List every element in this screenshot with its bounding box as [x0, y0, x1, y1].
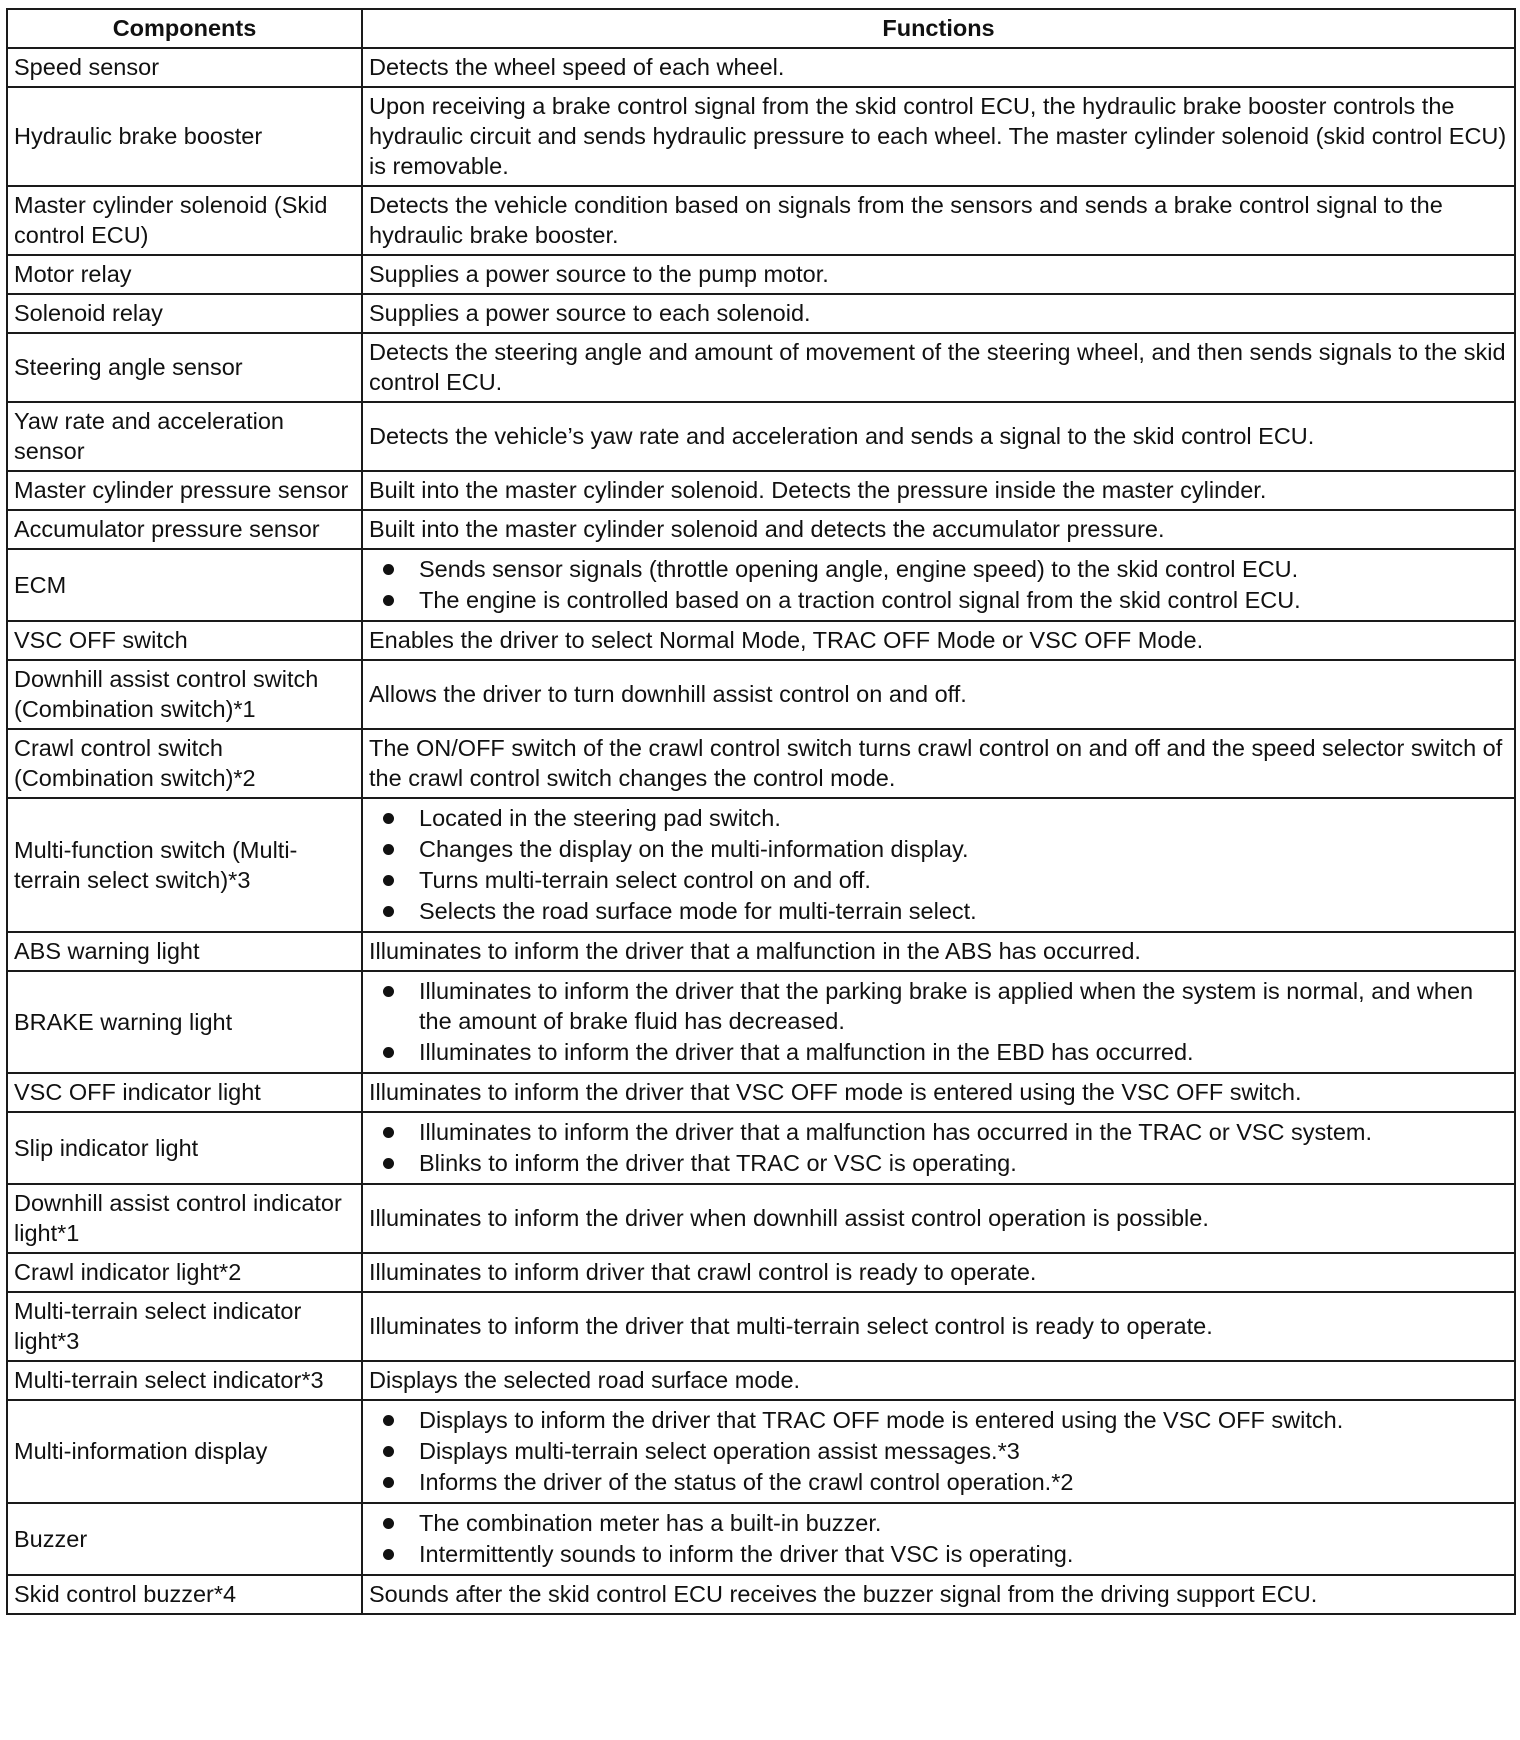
component-cell: Downhill assist control switch (Combination switch)*1	[7, 660, 362, 729]
function-bullet-item: Selects the road surface mode for multi-terrain select.	[369, 896, 1508, 926]
component-cell: Crawl control switch (Combination switch)*2	[7, 729, 362, 798]
component-cell: ABS warning light	[7, 932, 362, 971]
function-cell: Illuminates to inform the driver that multi-terrain select control is ready to operate.	[362, 1292, 1515, 1361]
component-cell: Hydraulic brake booster	[7, 87, 362, 186]
component-cell: Solenoid relay	[7, 294, 362, 333]
component-cell: Multi-information display	[7, 1400, 362, 1503]
function-bullet-item: Located in the steering pad switch.	[369, 803, 1508, 833]
function-cell: Illuminates to inform the driver that VSC OFF mode is entered using the VSC OFF switch.	[362, 1073, 1515, 1112]
function-cell: Displays the selected road surface mode.	[362, 1361, 1515, 1400]
function-bullet-item: Displays to inform the driver that TRAC OFF mode is entered using the VSC OFF switch.	[369, 1405, 1508, 1435]
function-cell: Detects the vehicle’s yaw rate and acceleration and sends a signal to the skid control ECU.	[362, 402, 1515, 471]
function-bullet-item: Sends sensor signals (throttle opening angle, engine speed) to the skid control ECU.	[369, 554, 1508, 584]
table-row	[7, 1292, 1515, 1361]
table-body	[7, 48, 1515, 1614]
table-row	[7, 798, 1515, 932]
component-cell: Master cylinder pressure sensor	[7, 471, 362, 510]
table-row	[7, 333, 1515, 402]
function-cell: Built into the master cylinder solenoid. Detects the pressure inside the master cylinder.	[362, 471, 1515, 510]
component-cell: Buzzer	[7, 1503, 362, 1575]
component-cell: Multi-terrain select indicator light*3	[7, 1292, 362, 1361]
component-cell: Downhill assist control indicator light*1	[7, 1184, 362, 1253]
component-cell: Multi-terrain select indicator*3	[7, 1361, 362, 1400]
table-row	[7, 1503, 1515, 1575]
function-cell: Sounds after the skid control ECU receives the buzzer signal from the driving support ECU.	[362, 1575, 1515, 1614]
table-row	[7, 471, 1515, 510]
function-bullet-item: Intermittently sounds to inform the driver that VSC is operating.	[369, 1539, 1508, 1569]
table-row	[7, 1184, 1515, 1253]
table-row	[7, 729, 1515, 798]
function-cell: Illuminates to inform the driver when downhill assist control operation is possible.	[362, 1184, 1515, 1253]
function-cell: Allows the driver to turn downhill assist control on and off.	[362, 660, 1515, 729]
components-functions-table	[6, 8, 1516, 1615]
table-row	[7, 87, 1515, 186]
function-bullet-item: Displays multi-terrain select operation assist messages.*3	[369, 1436, 1508, 1466]
table-row	[7, 1073, 1515, 1112]
function-bullet-item: The engine is controlled based on a traction control signal from the skid control ECU.	[369, 585, 1508, 615]
function-cell: Upon receiving a brake control signal from the skid control ECU, the hydraulic brake booster controls the hydraulic circuit and sends hydraulic pressure to each wheel. The master cylinder solenoid (skid control ECU) is removable.	[362, 87, 1515, 186]
component-cell: Multi-function switch (Multi-terrain select switch)*3	[7, 798, 362, 932]
function-bullet-item: Changes the display on the multi-information display.	[369, 834, 1508, 864]
table-row	[7, 1253, 1515, 1292]
component-cell: Speed sensor	[7, 48, 362, 87]
function-bullet-list	[369, 803, 1508, 926]
function-bullet-list	[369, 1405, 1508, 1497]
component-cell: VSC OFF switch	[7, 621, 362, 660]
function-cell: Detects the wheel speed of each wheel.	[362, 48, 1515, 87]
function-cell: Illuminates to inform driver that crawl control is ready to operate.	[362, 1253, 1515, 1292]
function-bullet-list	[369, 976, 1508, 1067]
table-row	[7, 48, 1515, 87]
function-bullet-list	[369, 1117, 1508, 1178]
table-row	[7, 1400, 1515, 1503]
table-row	[7, 294, 1515, 333]
component-cell: VSC OFF indicator light	[7, 1073, 362, 1112]
function-cell	[362, 1400, 1515, 1503]
table-row	[7, 402, 1515, 471]
table-row	[7, 660, 1515, 729]
component-cell: Slip indicator light	[7, 1112, 362, 1184]
function-cell: Supplies a power source to the pump motor.	[362, 255, 1515, 294]
component-cell: Yaw rate and acceleration sensor	[7, 402, 362, 471]
component-cell: Accumulator pressure sensor	[7, 510, 362, 549]
function-cell	[362, 971, 1515, 1073]
table-row	[7, 971, 1515, 1073]
function-bullet-item: Turns multi-terrain select control on and off.	[369, 865, 1508, 895]
function-cell	[362, 798, 1515, 932]
table-row	[7, 186, 1515, 255]
component-cell: Motor relay	[7, 255, 362, 294]
header-components: Components	[7, 9, 362, 48]
function-cell: Detects the vehicle condition based on signals from the sensors and sends a brake control signal to the hydraulic brake booster.	[362, 186, 1515, 255]
function-bullet-item: Blinks to inform the driver that TRAC or VSC is operating.	[369, 1148, 1508, 1178]
function-cell: The ON/OFF switch of the crawl control switch turns crawl control on and off and the speed selector switch of the crawl control switch changes the control mode.	[362, 729, 1515, 798]
function-bullet-list	[369, 554, 1508, 615]
function-cell	[362, 1503, 1515, 1575]
function-cell: Built into the master cylinder solenoid and detects the accumulator pressure.	[362, 510, 1515, 549]
table-row	[7, 1361, 1515, 1400]
function-bullet-item: Informs the driver of the status of the crawl control operation.*2	[369, 1467, 1508, 1497]
header-functions: Functions	[362, 9, 1515, 48]
component-cell: Crawl indicator light*2	[7, 1253, 362, 1292]
function-cell	[362, 549, 1515, 621]
function-bullet-item: Illuminates to inform the driver that a malfunction has occurred in the TRAC or VSC system.	[369, 1117, 1508, 1147]
table-row	[7, 255, 1515, 294]
function-bullet-list	[369, 1508, 1508, 1569]
function-cell: Detects the steering angle and amount of movement of the steering wheel, and then sends signals to the skid control ECU.	[362, 333, 1515, 402]
table-row	[7, 1112, 1515, 1184]
header-row	[7, 9, 1515, 48]
component-cell: Skid control buzzer*4	[7, 1575, 362, 1614]
table-row	[7, 932, 1515, 971]
component-cell: Steering angle sensor	[7, 333, 362, 402]
table-row	[7, 1575, 1515, 1614]
function-bullet-item: Illuminates to inform the driver that a malfunction in the EBD has occurred.	[369, 1037, 1508, 1067]
table-row	[7, 621, 1515, 660]
function-cell: Illuminates to inform the driver that a malfunction in the ABS has occurred.	[362, 932, 1515, 971]
table-row	[7, 549, 1515, 621]
function-cell: Enables the driver to select Normal Mode, TRAC OFF Mode or VSC OFF Mode.	[362, 621, 1515, 660]
component-cell: Master cylinder solenoid (Skid control ECU)	[7, 186, 362, 255]
component-cell: ECM	[7, 549, 362, 621]
function-cell: Supplies a power source to each solenoid.	[362, 294, 1515, 333]
component-cell: BRAKE warning light	[7, 971, 362, 1073]
function-bullet-item: Illuminates to inform the driver that the parking brake is applied when the system is normal, and when the amount of brake fluid has decreased.	[369, 976, 1508, 1036]
components-table-wrapper	[6, 8, 1514, 1615]
function-cell	[362, 1112, 1515, 1184]
table-row	[7, 510, 1515, 549]
function-bullet-item: The combination meter has a built-in buzzer.	[369, 1508, 1508, 1538]
